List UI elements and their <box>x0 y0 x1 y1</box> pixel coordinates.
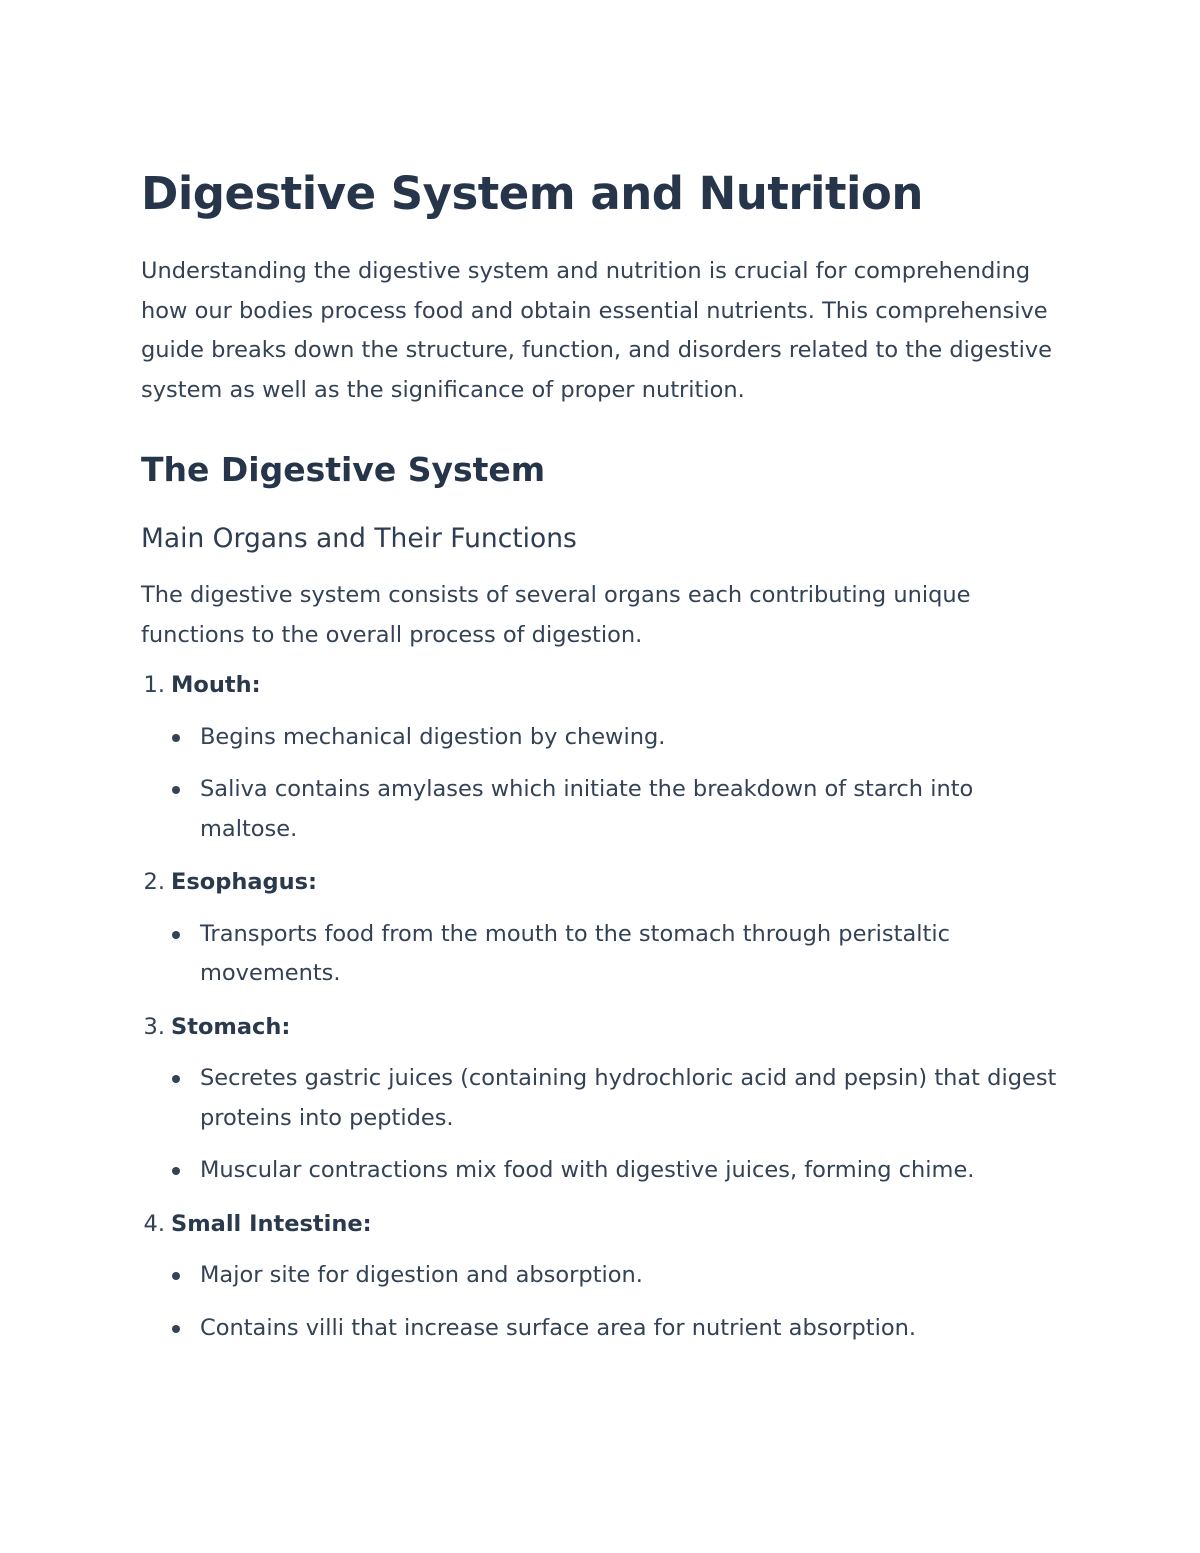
intro-paragraph: Understanding the digestive system and nutrition is crucial for comprehending how our bodies process food and obtain essential nutrients. This comprehensive guide breaks down the structure, function, and disorders related to the digestive system as well as the significance of proper nutrition. <box>141 258 1052 403</box>
section-heading: The Digestive System <box>141 450 546 489</box>
document-content <box>141 162 1061 1362</box>
organ-heading <box>141 666 1061 706</box>
organ-heading <box>141 1008 1061 1048</box>
list-item <box>141 1309 1061 1349</box>
list-item <box>141 718 1061 758</box>
bullet-icon <box>172 931 180 939</box>
point-text: Begins mechanical digestion by chewing. <box>200 723 666 750</box>
point-text: Contains villi that increase surface area for nutrient absorption. <box>200 1314 917 1341</box>
bullet-icon <box>172 786 180 794</box>
organ-name: Mouth: <box>171 672 261 698</box>
organ-number: 3. <box>143 1013 165 1040</box>
organ-name: Small Intestine: <box>171 1210 372 1237</box>
list-item <box>141 1256 1061 1296</box>
point-text: Secretes gastric juices (containing hydrochloric acid and pepsin) that digest proteins into peptides. <box>200 1065 1057 1131</box>
subsection-lead-paragraph: The digestive system consists of several organs each contributing unique functions to the overall process of digestion. <box>141 582 971 648</box>
point-text: Major site for digestion and absorption. <box>200 1262 643 1288</box>
organ-heading <box>141 863 1061 903</box>
organ-heading <box>141 1205 1061 1245</box>
organ-name: Esophagus: <box>171 869 318 895</box>
organ-points <box>141 718 1061 850</box>
organ-number: 1. <box>143 672 165 698</box>
list-item <box>141 1151 1061 1191</box>
organ-item-stomach <box>141 1008 1061 1191</box>
bullet-icon <box>172 1075 180 1083</box>
organ-list <box>141 666 1061 1348</box>
bullet-icon <box>172 734 180 742</box>
list-item <box>141 915 1061 994</box>
list-item <box>141 770 1061 849</box>
organ-name: Stomach: <box>171 1013 291 1040</box>
point-text: Muscular contractions mix food with digestive juices, forming chime. <box>200 1157 975 1183</box>
organ-points <box>141 1059 1061 1191</box>
organ-number: 4. <box>143 1210 165 1237</box>
organ-points <box>141 1256 1061 1348</box>
bullet-icon <box>172 1167 180 1175</box>
point-text: Saliva contains amylases which initiate the breakdown of starch into maltose. <box>200 776 974 842</box>
organ-item-esophagus <box>141 863 1061 994</box>
organ-item-small-intestine <box>141 1205 1061 1349</box>
bullet-icon <box>172 1272 180 1280</box>
bullet-icon <box>172 1325 180 1333</box>
subsection-heading: Main Organs and Their Functions <box>141 523 577 554</box>
organ-points <box>141 915 1061 994</box>
page-title: Digestive System and Nutrition <box>141 167 923 220</box>
organ-number: 2. <box>143 869 165 895</box>
organ-item-mouth <box>141 666 1061 849</box>
list-item <box>141 1059 1061 1138</box>
point-text: Transports food from the mouth to the stomach through peristaltic movements. <box>200 920 950 986</box>
